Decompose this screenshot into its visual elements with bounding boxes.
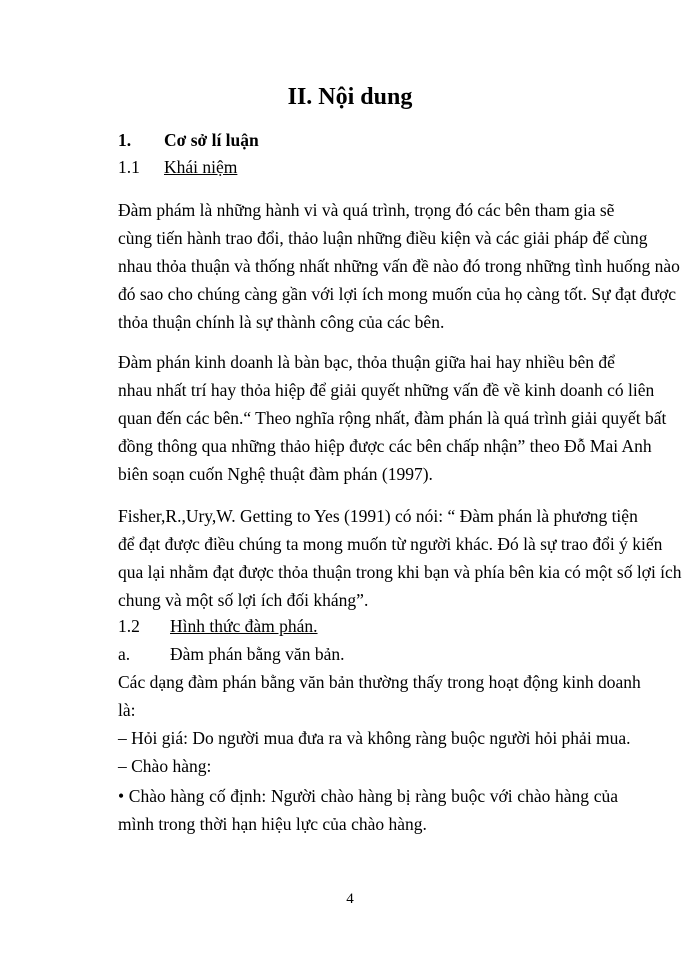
- paragraph-1-line: Đàm phám là những hành vi và quá trình, trọng đó các bên tham gia sẽ: [118, 200, 615, 220]
- section-1-heading: Cơ sở lí luận: [164, 130, 259, 150]
- paragraph-1-line: nhau thỏa thuận và thống nhất những vấn đề nào đó trong những tình huống nào: [118, 256, 680, 276]
- paragraph-3-line: chung và một số lợi ích đối kháng”.: [118, 590, 369, 610]
- paragraph-1-line: đó sao cho chúng càng gần với lợi ích mong muốn của họ càng tốt. Sự đạt được: [118, 284, 677, 304]
- paragraph-3-line: qua lại nhằm đạt được thỏa thuận trong khi bạn và phía bên kia có một số lợi ích: [118, 562, 682, 582]
- paragraph-2-line: nhau nhất trí hay thỏa hiệp để giải quyết những vấn đề về kinh doanh có liên: [118, 380, 655, 400]
- paragraph-3-line: Fisher,R.,Ury,W. Getting to Yes (1991) có nói: “ Đàm phán là phương tiện: [118, 506, 638, 526]
- paragraph-1-line: thỏa thuận chính là sự thành công của các bên.: [118, 312, 445, 332]
- section-1-2-number: 1.2: [118, 616, 140, 636]
- dash-item-chao-hang: – Chào hàng:: [118, 756, 212, 776]
- paragraph-1-line: cùng tiến hành trao đổi, thảo luận những điều kiện và các giải pháp để cùng: [118, 228, 648, 248]
- paragraph-2-line: Đàm phán kinh doanh là bàn bạc, thỏa thuận giữa hai hay nhiều bên để: [118, 352, 615, 372]
- bullet-item-chao-hang-co-dinh: • Chào hàng cố định: Người chào hàng bị ràng buộc với chào hàng của mình trong thời hạn hiệu lực của chào hàng.: [118, 786, 618, 834]
- paragraph-2-line: đồng thông qua những thảo hiệp được các bên chấp nhận” theo Đỗ Mai Anh: [118, 436, 652, 456]
- subsection-a-number: a.: [118, 644, 131, 664]
- section-1-number: 1.: [118, 130, 132, 150]
- dash-item-hoi-gia: – Hỏi giá: Do người mua đưa ra và không ràng buộc người hỏi phải mua.: [118, 728, 631, 748]
- paragraph-4-line: là:: [118, 700, 136, 720]
- section-1-1-number: 1.1: [118, 157, 140, 177]
- paragraph-3-line: để đạt được điều chúng ta mong muốn từ người khác. Đó là sự trao đổi ý kiến: [118, 534, 663, 554]
- section-1-2-heading: Hình thức đàm phán.: [170, 616, 318, 636]
- paragraph-2-line: biên soạn cuốn Nghệ thuật đàm phán (1997).: [118, 464, 433, 484]
- page-number: 4: [346, 891, 354, 907]
- section-1-1-heading: Khái niệm: [164, 157, 238, 177]
- page-title: II. Nội dung: [287, 84, 413, 110]
- paragraph-4-line: Các dạng đàm phán bằng văn bản thường thấy trong hoạt động kinh doanh: [118, 672, 641, 692]
- subsection-a-heading: Đàm phán bằng văn bản.: [170, 644, 345, 664]
- paragraph-2-line: quan đến các bên.“ Theo nghĩa rộng nhất, đàm phán là quá trình giải quyết bất: [118, 408, 667, 428]
